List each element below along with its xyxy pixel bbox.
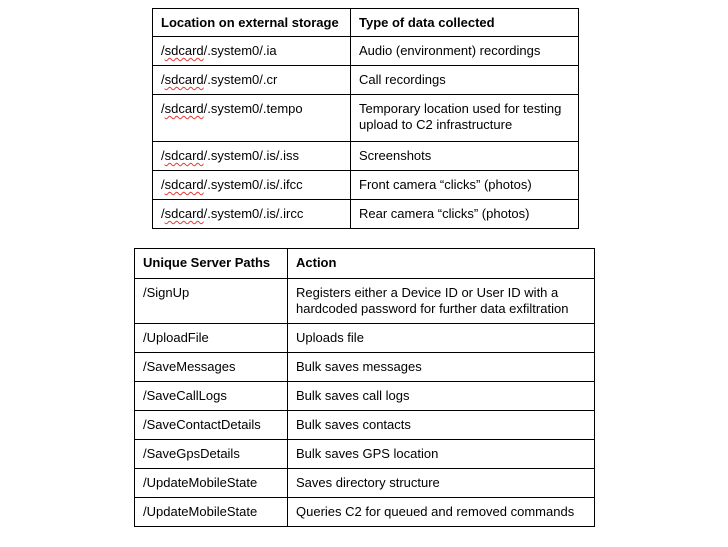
path-prefix: / bbox=[161, 101, 165, 116]
path-suffix: /.system0/.ia bbox=[203, 43, 277, 58]
path-suffix: /.system0/.is/.ifcc bbox=[203, 177, 303, 192]
data-type-header: Type of data collected bbox=[351, 9, 579, 37]
storage-location-header: Location on external storage bbox=[153, 9, 351, 37]
misspelled-word: sdcard bbox=[164, 101, 204, 116]
table-row bbox=[153, 66, 579, 95]
storage-path-cell bbox=[153, 200, 351, 229]
table-header-row bbox=[153, 9, 579, 37]
path-suffix: /.system0/.is/.ircc bbox=[203, 206, 304, 221]
server-path-header: Unique Server Paths bbox=[135, 249, 288, 279]
table-row bbox=[135, 279, 595, 324]
path-prefix: / bbox=[161, 72, 165, 87]
table-header-row bbox=[135, 249, 595, 279]
data-type-cell: Call recordings bbox=[351, 66, 579, 95]
action-cell: Bulk saves GPS location bbox=[288, 440, 595, 469]
table-row bbox=[153, 200, 579, 229]
storage-path-cell bbox=[153, 142, 351, 171]
server-path-cell: /UpdateMobileState bbox=[135, 498, 288, 527]
server-path-cell: /UploadFile bbox=[135, 324, 288, 353]
server-path-cell: /SaveCallLogs bbox=[135, 382, 288, 411]
data-type-cell: Front camera “clicks” (photos) bbox=[351, 171, 579, 200]
action-cell: Bulk saves messages bbox=[288, 353, 595, 382]
table-row bbox=[135, 440, 595, 469]
misspelled-word: sdcard bbox=[164, 177, 204, 192]
storage-path-cell bbox=[153, 171, 351, 200]
server-path-cell: /UpdateMobileState bbox=[135, 469, 288, 498]
server-paths-table bbox=[134, 248, 595, 527]
misspelled-word: sdcard bbox=[164, 43, 204, 58]
table-row bbox=[135, 382, 595, 411]
table-row bbox=[153, 171, 579, 200]
path-prefix: / bbox=[161, 148, 165, 163]
path-suffix: /.system0/.tempo bbox=[203, 101, 303, 116]
path-prefix: / bbox=[161, 206, 165, 221]
data-type-cell: Rear camera “clicks” (photos) bbox=[351, 200, 579, 229]
misspelled-word: sdcard bbox=[164, 206, 204, 221]
path-suffix: /.system0/.is/.iss bbox=[203, 148, 300, 163]
path-prefix: / bbox=[161, 177, 165, 192]
server-path-cell: /SaveGpsDetails bbox=[135, 440, 288, 469]
table-row bbox=[135, 469, 595, 498]
path-suffix: /.system0/.cr bbox=[203, 72, 278, 87]
action-cell: Registers either a Device ID or User ID with a hardcoded password for further data exfiltration bbox=[288, 279, 595, 324]
storage-path-cell bbox=[153, 66, 351, 95]
action-cell: Saves directory structure bbox=[288, 469, 595, 498]
server-path-cell: /SaveContactDetails bbox=[135, 411, 288, 440]
table-row bbox=[135, 411, 595, 440]
path-prefix: / bbox=[161, 43, 165, 58]
storage-path-cell bbox=[153, 95, 351, 142]
table-row bbox=[153, 37, 579, 66]
action-header: Action bbox=[288, 249, 595, 279]
data-type-cell: Temporary location used for testing upload to C2 infrastructure bbox=[351, 95, 579, 142]
storage-path-cell bbox=[153, 37, 351, 66]
table-row bbox=[153, 142, 579, 171]
server-path-cell: /SignUp bbox=[135, 279, 288, 324]
data-type-cell: Audio (environment) recordings bbox=[351, 37, 579, 66]
external-storage-table bbox=[152, 8, 579, 229]
table-row bbox=[135, 498, 595, 527]
table-row bbox=[135, 353, 595, 382]
data-type-cell: Screenshots bbox=[351, 142, 579, 171]
table-row bbox=[153, 95, 579, 142]
action-cell: Bulk saves contacts bbox=[288, 411, 595, 440]
action-cell: Bulk saves call logs bbox=[288, 382, 595, 411]
misspelled-word: sdcard bbox=[164, 72, 204, 87]
action-cell: Uploads file bbox=[288, 324, 595, 353]
server-path-cell: /SaveMessages bbox=[135, 353, 288, 382]
action-cell: Queries C2 for queued and removed commands bbox=[288, 498, 595, 527]
misspelled-word: sdcard bbox=[164, 148, 204, 163]
table-row bbox=[135, 324, 595, 353]
